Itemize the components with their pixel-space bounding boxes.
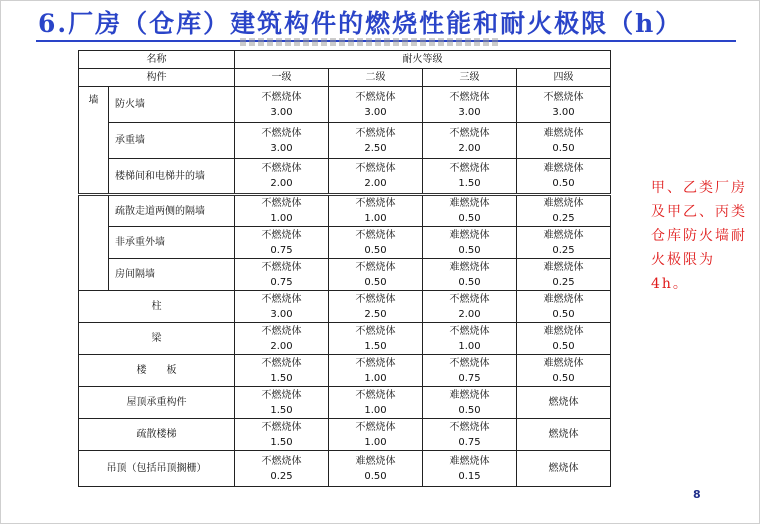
rating-cell xyxy=(517,323,611,355)
rating-cell xyxy=(329,291,423,323)
combustibility-label: 难燃烧体 xyxy=(543,293,584,305)
combustibility-label: 不燃烧体 xyxy=(355,127,396,139)
combustibility-label: 不燃烧体 xyxy=(261,198,302,209)
rating-cell xyxy=(517,159,611,195)
combustibility-label: 不燃烧体 xyxy=(355,261,396,273)
combustibility-label: 不燃烧体 xyxy=(261,91,302,103)
fire-resistance-hours: 1.00 xyxy=(364,436,387,448)
obscured-table-caption xyxy=(240,38,500,46)
blank-group-cell xyxy=(79,195,109,291)
combustibility-label: 不燃烧体 xyxy=(449,163,490,174)
rating-cell xyxy=(235,451,329,487)
rating-cell xyxy=(329,259,423,291)
rating-cell xyxy=(329,419,423,451)
combustibility-label: 不燃烧体 xyxy=(261,455,302,467)
header-name: 名称 xyxy=(79,51,235,69)
header-component: 构件 xyxy=(79,69,235,87)
rating-cell xyxy=(423,323,517,355)
rating-cell xyxy=(517,355,611,387)
level-4-header: 四级 xyxy=(517,69,611,87)
rating-cell xyxy=(235,323,329,355)
header-fire-rating: 耐火等级 xyxy=(235,51,611,69)
rating-cell xyxy=(423,87,517,123)
rating-cell xyxy=(329,123,423,159)
table-row xyxy=(79,451,611,487)
combustibility-label: 难燃烧体 xyxy=(543,163,584,174)
combustibility-label: 不燃烧体 xyxy=(261,229,302,241)
combustibility-label: 不燃烧体 xyxy=(355,293,396,305)
fire-resistance-hours: 3.00 xyxy=(270,308,293,320)
fire-resistance-hours: 0.50 xyxy=(364,470,387,482)
rating-cell xyxy=(329,451,423,487)
level-1-header: 一级 xyxy=(235,69,329,87)
rating-cell xyxy=(235,195,329,227)
fire-resistance-hours: 0.75 xyxy=(458,372,481,384)
fire-resistance-hours: 1.00 xyxy=(364,213,387,224)
rating-cell xyxy=(517,227,611,259)
combustibility-label: 难燃烧体 xyxy=(543,357,584,369)
table-row xyxy=(79,123,611,159)
fire-resistance-hours: 3.00 xyxy=(270,142,293,154)
fire-resistance-hours: 1.00 xyxy=(364,372,387,384)
fire-resistance-hours: 0.25 xyxy=(552,276,575,288)
combustibility-label: 难燃烧体 xyxy=(449,455,490,467)
rating-cell xyxy=(329,159,423,195)
rating-cell xyxy=(423,291,517,323)
fire-resistance-hours: 0.50 xyxy=(364,244,387,256)
combustibility-label: 不燃烧体 xyxy=(355,325,396,337)
rating-cell xyxy=(235,123,329,159)
red-annotation-note: 甲、乙类厂房及甲乙、丙类仓库防火墙耐火极限为4h。 xyxy=(651,180,747,292)
fire-resistance-hours: 2.00 xyxy=(364,178,387,189)
fire-resistance-hours: 1.50 xyxy=(458,178,481,189)
component-name: 防火墙 xyxy=(109,87,235,123)
rating-cell xyxy=(329,387,423,419)
combustibility-label: 不燃烧体 xyxy=(355,389,396,401)
fire-resistance-hours: 0.75 xyxy=(458,436,481,448)
combustibility-label: 难燃烧体 xyxy=(355,455,396,467)
component-name: 房间隔墙 xyxy=(109,259,235,291)
rating-cell xyxy=(423,387,517,419)
component-name: 吊顶（包括吊顶搁栅） xyxy=(79,451,235,487)
rating-cell xyxy=(235,87,329,123)
rating-cell xyxy=(423,227,517,259)
fire-resistance-hours: 1.00 xyxy=(270,213,293,224)
fire-resistance-hours: 0.50 xyxy=(458,404,481,416)
rating-cell xyxy=(235,419,329,451)
rating-cell xyxy=(423,195,517,227)
rating-cell xyxy=(517,451,611,487)
fire-resistance-hours: 0.15 xyxy=(458,470,481,482)
rating-cell xyxy=(517,419,611,451)
table-body xyxy=(79,87,611,487)
combustibility-label: 不燃烧体 xyxy=(355,91,396,103)
table-row xyxy=(79,227,611,259)
rating-cell xyxy=(517,291,611,323)
combustibility-label: 不燃烧体 xyxy=(449,91,490,103)
combustibility-label: 不燃烧体 xyxy=(261,389,302,401)
fire-resistance-table xyxy=(78,50,611,487)
combustibility-label: 不燃烧体 xyxy=(261,293,302,305)
combustibility-label: 燃烧体 xyxy=(548,463,579,474)
combustibility-label: 不燃烧体 xyxy=(543,91,584,103)
table-row xyxy=(79,259,611,291)
component-name: 疏散走道两侧的隔墙 xyxy=(109,195,235,227)
rating-cell xyxy=(423,419,517,451)
combustibility-label: 难燃烧体 xyxy=(543,198,584,209)
level-2-header: 二级 xyxy=(329,69,423,87)
combustibility-label: 不燃烧体 xyxy=(355,229,396,241)
rating-cell xyxy=(517,195,611,227)
component-name: 梁 xyxy=(79,323,235,355)
rating-cell xyxy=(329,195,423,227)
rating-cell xyxy=(423,123,517,159)
fire-resistance-hours: 2.00 xyxy=(270,178,293,189)
combustibility-label: 不燃烧体 xyxy=(355,198,396,209)
wall-group-label: 墙 xyxy=(79,87,109,195)
rating-cell xyxy=(235,291,329,323)
component-name: 非承重外墙 xyxy=(109,227,235,259)
rating-cell xyxy=(423,355,517,387)
fire-resistance-hours: 2.00 xyxy=(270,340,293,352)
rating-cell xyxy=(235,355,329,387)
fire-resistance-hours: 0.25 xyxy=(552,244,575,256)
combustibility-label: 不燃烧体 xyxy=(261,261,302,273)
combustibility-label: 难燃烧体 xyxy=(449,389,490,401)
combustibility-label: 不燃烧体 xyxy=(449,293,490,305)
level-3-header: 三级 xyxy=(423,69,517,87)
fire-resistance-hours: 1.50 xyxy=(270,404,293,416)
fire-resistance-hours: 0.75 xyxy=(270,244,293,256)
fire-resistance-hours: 0.25 xyxy=(270,470,293,482)
rating-cell xyxy=(329,87,423,123)
fire-resistance-hours: 0.50 xyxy=(458,213,481,224)
rating-cell xyxy=(423,451,517,487)
combustibility-label: 难燃烧体 xyxy=(543,127,584,139)
rating-cell xyxy=(517,259,611,291)
combustibility-label: 不燃烧体 xyxy=(261,421,302,433)
table-row xyxy=(79,387,611,419)
fire-resistance-hours: 1.00 xyxy=(458,340,481,352)
combustibility-label: 难燃烧体 xyxy=(543,325,584,337)
page-number: 8 xyxy=(693,488,701,501)
fire-resistance-hours: 0.50 xyxy=(552,308,575,320)
rating-cell xyxy=(517,123,611,159)
fire-resistance-hours: 0.50 xyxy=(364,276,387,288)
table-row xyxy=(79,195,611,227)
combustibility-label: 不燃烧体 xyxy=(261,357,302,369)
table-row xyxy=(79,291,611,323)
fire-resistance-hours: 1.00 xyxy=(364,404,387,416)
fire-resistance-hours: 3.00 xyxy=(552,106,575,118)
component-name: 柱 xyxy=(79,291,235,323)
fire-resistance-hours: 3.00 xyxy=(270,106,293,118)
component-name: 屋顶承重构件 xyxy=(79,387,235,419)
table-row xyxy=(79,87,611,123)
combustibility-label: 不燃烧体 xyxy=(355,357,396,369)
combustibility-label: 不燃烧体 xyxy=(355,421,396,433)
fire-resistance-hours: 2.00 xyxy=(458,308,481,320)
fire-resistance-hours: 0.50 xyxy=(458,276,481,288)
fire-resistance-hours: 0.50 xyxy=(552,372,575,384)
table-row xyxy=(79,159,611,195)
fire-resistance-hours: 2.00 xyxy=(458,142,481,154)
table-row xyxy=(79,355,611,387)
rating-cell xyxy=(235,159,329,195)
component-name: 楼 板 xyxy=(79,355,235,387)
component-name: 承重墙 xyxy=(109,123,235,159)
combustibility-label: 燃烧体 xyxy=(548,429,579,440)
rating-cell xyxy=(423,159,517,195)
combustibility-label: 难燃烧体 xyxy=(543,261,584,273)
fire-resistance-hours: 3.00 xyxy=(364,106,387,118)
combustibility-label: 燃烧体 xyxy=(548,397,579,408)
combustibility-label: 难燃烧体 xyxy=(449,261,490,273)
table-row xyxy=(79,419,611,451)
rating-cell xyxy=(235,387,329,419)
rating-cell xyxy=(235,227,329,259)
fire-resistance-hours: 0.25 xyxy=(552,213,575,224)
rating-cell xyxy=(329,227,423,259)
fire-resistance-hours: 1.50 xyxy=(364,340,387,352)
combustibility-label: 不燃烧体 xyxy=(449,325,490,337)
fire-resistance-hours: 0.75 xyxy=(270,276,293,288)
rating-cell xyxy=(423,259,517,291)
fire-resistance-hours: 0.50 xyxy=(552,142,575,154)
combustibility-label: 不燃烧体 xyxy=(261,325,302,337)
fire-resistance-hours: 0.50 xyxy=(552,178,575,189)
combustibility-label: 难燃烧体 xyxy=(449,198,490,209)
rating-cell xyxy=(517,87,611,123)
fire-resistance-hours: 2.50 xyxy=(364,142,387,154)
combustibility-label: 不燃烧体 xyxy=(355,163,396,174)
combustibility-label: 不燃烧体 xyxy=(261,163,302,174)
rating-cell xyxy=(517,387,611,419)
fire-resistance-hours: 1.50 xyxy=(270,436,293,448)
combustibility-label: 难燃烧体 xyxy=(543,229,584,241)
combustibility-label: 不燃烧体 xyxy=(449,357,490,369)
rating-cell xyxy=(329,355,423,387)
fire-resistance-hours: 2.50 xyxy=(364,308,387,320)
rating-cell xyxy=(235,259,329,291)
table-row xyxy=(79,323,611,355)
component-name: 疏散楼梯 xyxy=(79,419,235,451)
slide-title: 6.厂房（仓库）建筑构件的燃烧性能和耐火极限（h） xyxy=(38,9,683,38)
combustibility-label: 难燃烧体 xyxy=(449,229,490,241)
fire-resistance-hours: 0.50 xyxy=(458,244,481,256)
fire-resistance-hours: 3.00 xyxy=(458,106,481,118)
fire-resistance-hours: 1.50 xyxy=(270,372,293,384)
component-name: 楼梯间和电梯井的墙 xyxy=(109,159,235,195)
rating-cell xyxy=(329,323,423,355)
combustibility-label: 不燃烧体 xyxy=(449,421,490,433)
combustibility-label: 不燃烧体 xyxy=(261,127,302,139)
fire-resistance-hours: 0.50 xyxy=(552,340,575,352)
combustibility-label: 不燃烧体 xyxy=(449,127,490,139)
